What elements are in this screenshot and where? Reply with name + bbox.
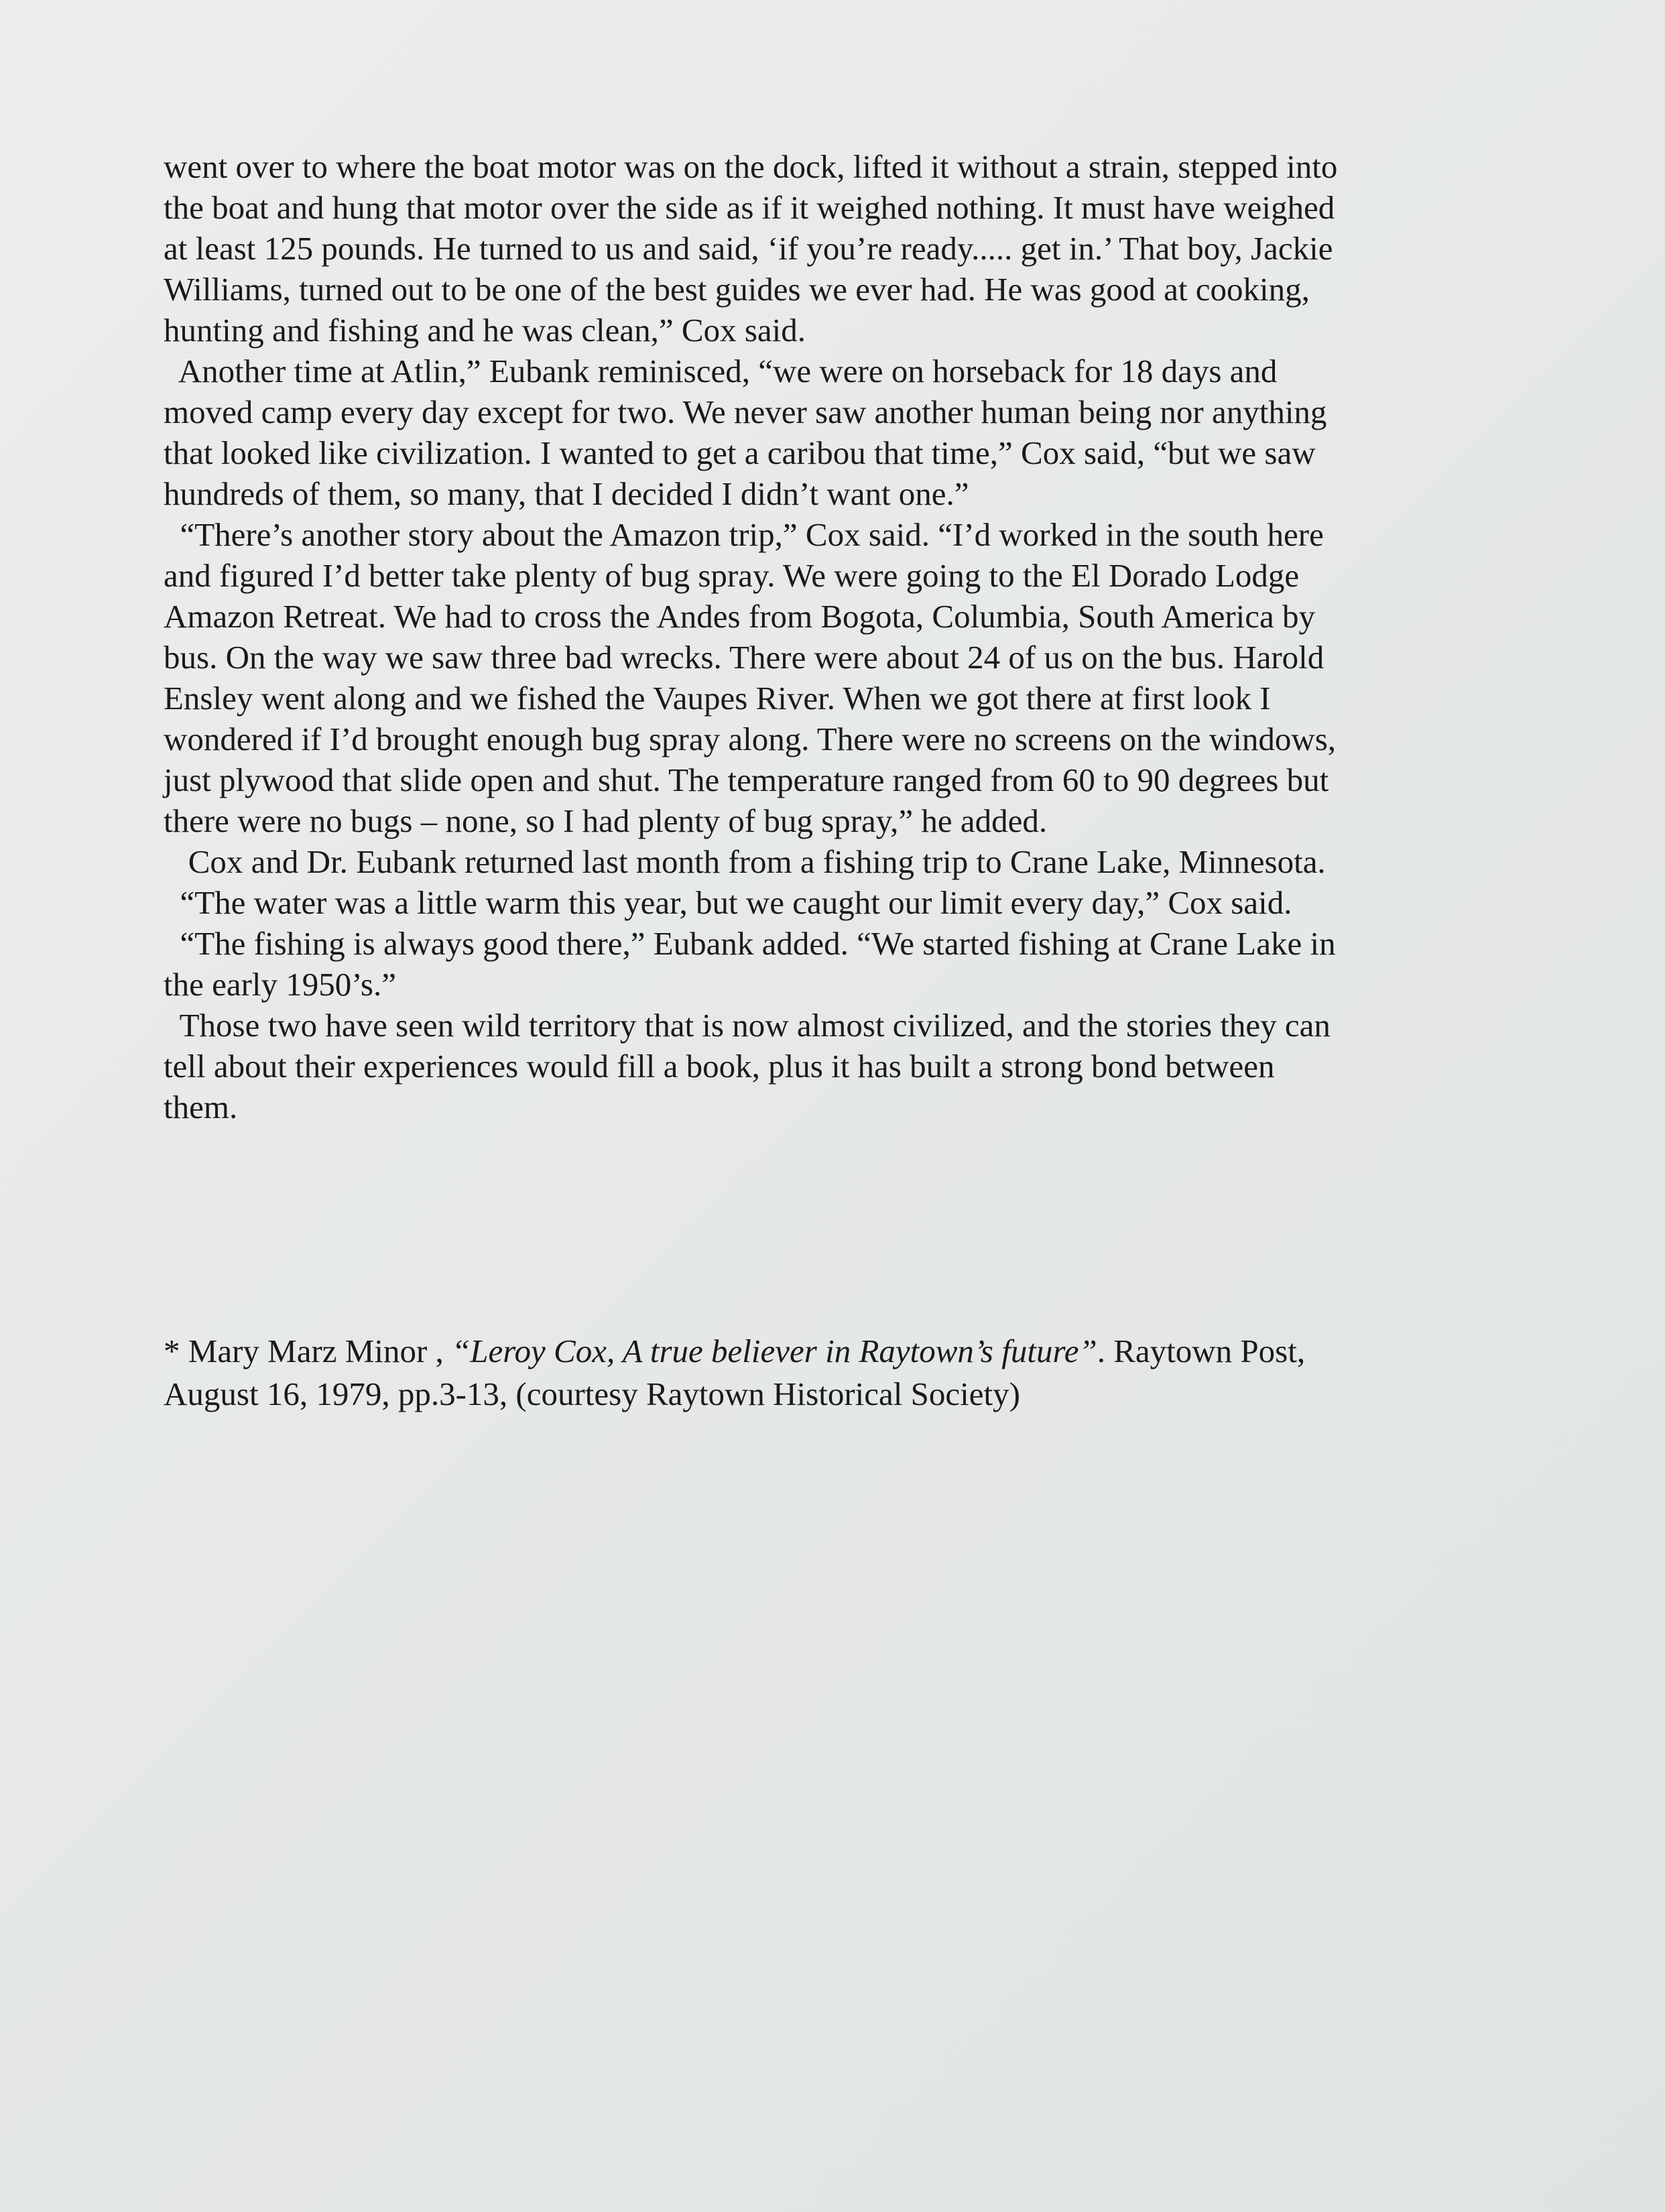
text-line: “There’s another story about the Amazon trip,” Cox said. “I’d worked in the south here — [164, 516, 1324, 553]
text-line: them. — [164, 1089, 238, 1125]
text-line: wondered if I’d brought enough bug spray along. There were no screens on the windows, — [164, 721, 1337, 757]
citation-line-2: August 16, 1979, pp.3-13, (courtesy Raytown Historical Society) — [164, 1375, 1020, 1412]
text-line: at least 125 pounds. He turned to us and said, ‘if you’re ready..... get in.’ That boy, Jackie — [164, 230, 1333, 267]
text-line: “The water was a little warm this year, but we caught our limit every day,” Cox said. — [164, 884, 1292, 921]
citation-footnote — [164, 1330, 1524, 1416]
text-line: and figured I’d better take plenty of bug spray. We were going to the El Dorado Lodge — [164, 557, 1300, 594]
text-line: tell about their experiences would fill a book, plus it has built a strong bond between — [164, 1048, 1275, 1085]
text-line: the early 1950’s.” — [164, 966, 396, 1003]
text-line: Cox and Dr. Eubank returned last month from a fishing trip to Crane Lake, Minnesota. — [164, 843, 1326, 880]
citation-line-1 — [164, 1330, 1524, 1373]
text-line: Another time at Atlin,” Eubank reminisced, “we were on horseback for 18 days and — [164, 353, 1278, 389]
citation-source: . Raytown Post, — [1097, 1333, 1306, 1369]
citation-author: * Mary Marz Minor , — [164, 1333, 452, 1369]
text-line: there were no bugs – none, so I had plenty of bug spray,” he added. — [164, 802, 1048, 839]
text-line: Ensley went along and we fished the Vaupes River. When we got there at first look I — [164, 680, 1271, 717]
text-line: “The fishing is always good there,” Eubank added. “We started fishing at Crane Lake in — [164, 925, 1336, 962]
text-line: Williams, turned out to be one of the best guides we ever had. He was good at cooking, — [164, 271, 1310, 308]
article-body — [164, 146, 1524, 1127]
text-line: bus. On the way we saw three bad wrecks. There were about 24 of us on the bus. Harold — [164, 639, 1324, 676]
text-line: hunting and fishing and he was clean,” Cox said. — [164, 312, 806, 349]
text-line: Those two have seen wild territory that is now almost civilized, and the stories they can — [164, 1007, 1331, 1044]
text-line: went over to where the boat motor was on the dock, lifted it without a strain, stepped into — [164, 148, 1338, 185]
citation-title: “Leroy Cox, A true believer in Raytown’s future” — [452, 1333, 1097, 1369]
text-line: hundreds of them, so many, that I decided I didn’t want one.” — [164, 475, 969, 512]
text-line: Amazon Retreat. We had to cross the Andes from Bogota, Columbia, South America by — [164, 598, 1315, 635]
text-line: that looked like civilization. I wanted to get a caribou that time,” Cox said, “but we saw — [164, 434, 1316, 471]
text-line: moved camp every day except for two. We never saw another human being nor anything — [164, 393, 1327, 430]
text-line: the boat and hung that motor over the side as if it weighed nothing. It must have weighed — [164, 189, 1335, 226]
text-line: just plywood that slide open and shut. The temperature ranged from 60 to 90 degrees but — [164, 761, 1329, 798]
